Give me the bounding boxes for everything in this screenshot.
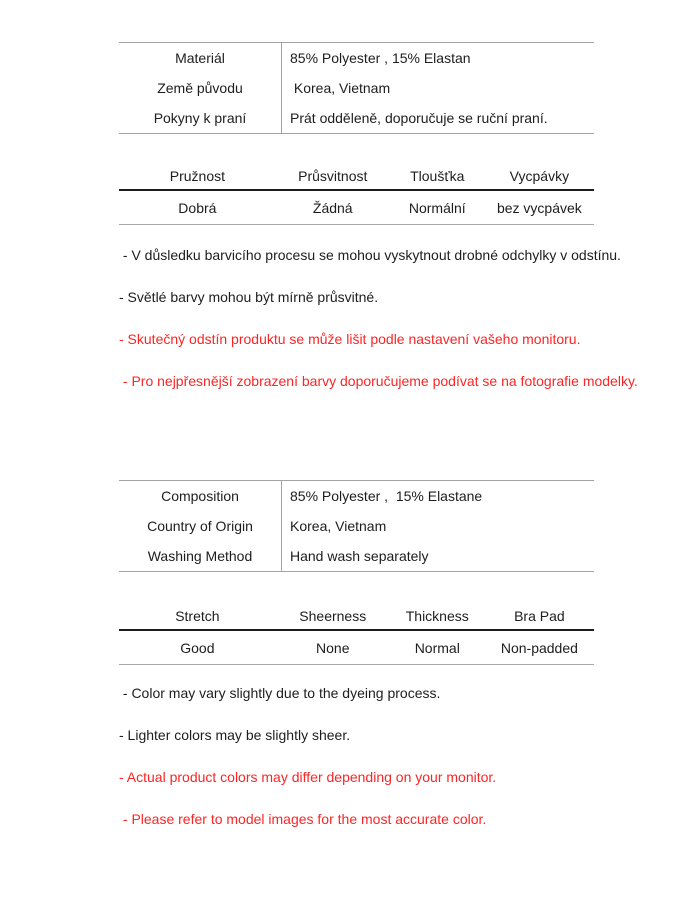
attr-value-thickness: Normální	[408, 199, 466, 216]
attr-header-thickness: Tloušťka	[410, 168, 465, 184]
spec-table-czech	[119, 42, 594, 134]
attr-value-stretch: Dobrá	[178, 199, 217, 216]
spec-value-washing: Prát odděleně, doporučuje se ruční praní.	[290, 110, 548, 126]
spec-row-origin	[119, 73, 594, 103]
attr-value-row-en	[119, 631, 594, 665]
spec-row-origin-en	[119, 511, 594, 541]
spec-table-english	[119, 480, 594, 572]
spec-label-origin: Země původu	[119, 73, 282, 103]
spec-value-material: 85% Polyester , 15% Elastan	[290, 50, 471, 66]
spec-row-washing-en	[119, 541, 594, 571]
note-light-colors-en: - Lighter colors may be slightly sheer.	[119, 727, 351, 743]
attr-value-sheerness-en: None	[316, 639, 350, 656]
spec-label-origin-en: Country of Origin	[119, 511, 282, 541]
note-dye-process: - V důsledku barvicího procesu se mohou vyskytnout drobné odchylky v odstínu.	[119, 247, 621, 263]
attr-header-stretch-en: Stretch	[175, 608, 220, 624]
spec-value-origin: Korea, Vietnam	[290, 80, 391, 96]
spec-label-washing-en: Washing Method	[119, 541, 282, 571]
notes-czech	[119, 248, 638, 416]
attr-value-thickness-en: Normal	[414, 639, 460, 656]
attr-header-row-en	[119, 603, 594, 631]
attr-header-sheerness: Průsvitnost	[298, 168, 368, 184]
notes-english	[119, 686, 496, 854]
note-model-images: - Pro nejpřesnější zobrazení barvy doporučujeme podívat se na fotografie modelky.	[119, 373, 638, 389]
attr-header-thickness-en: Thickness	[405, 608, 469, 624]
attr-value-row	[119, 191, 594, 225]
attr-header-row	[119, 163, 594, 191]
note-dye-process-en: - Color may vary slightly due to the dyeing process.	[119, 685, 441, 701]
spec-row-material	[119, 43, 594, 73]
spec-value-washing-en: Hand wash separately	[290, 548, 429, 564]
spec-label-composition: Composition	[119, 481, 282, 511]
attr-value-brapad-en: Non-padded	[500, 639, 578, 656]
spec-label-washing: Pokyny k praní	[119, 103, 282, 133]
attr-value-sheerness: Žádná	[312, 199, 353, 216]
attr-table-czech	[119, 163, 594, 225]
note-monitor-warning: - Skutečný odstín produktu se může lišit podle nastavení vašeho monitoru.	[119, 331, 581, 347]
attr-table-english	[119, 603, 594, 665]
spec-row-washing	[119, 103, 594, 133]
attr-header-stretch: Pružnost	[169, 168, 225, 184]
attr-value-stretch-en: Good	[180, 639, 215, 656]
attr-header-sheerness-en: Sheerness	[299, 608, 367, 624]
note-model-images-en: - Please refer to model images for the most accurate color.	[119, 811, 487, 827]
note-monitor-warning-en: - Actual product colors may differ depending on your monitor.	[119, 769, 497, 785]
attr-value-brapad: bez vycpávek	[496, 199, 582, 216]
attr-header-brapad-en: Bra Pad	[514, 608, 565, 624]
note-light-colors: - Světlé barvy mohou být mírně průsvitné.	[119, 289, 379, 305]
spec-value-composition: 85% Polyester , 15% Elastane	[290, 488, 483, 504]
spec-row-composition	[119, 481, 594, 511]
spec-label-material: Materiál	[119, 43, 282, 73]
attr-header-brapad: Vycpávky	[509, 168, 570, 184]
spec-value-origin-en: Korea, Vietnam	[290, 518, 387, 534]
